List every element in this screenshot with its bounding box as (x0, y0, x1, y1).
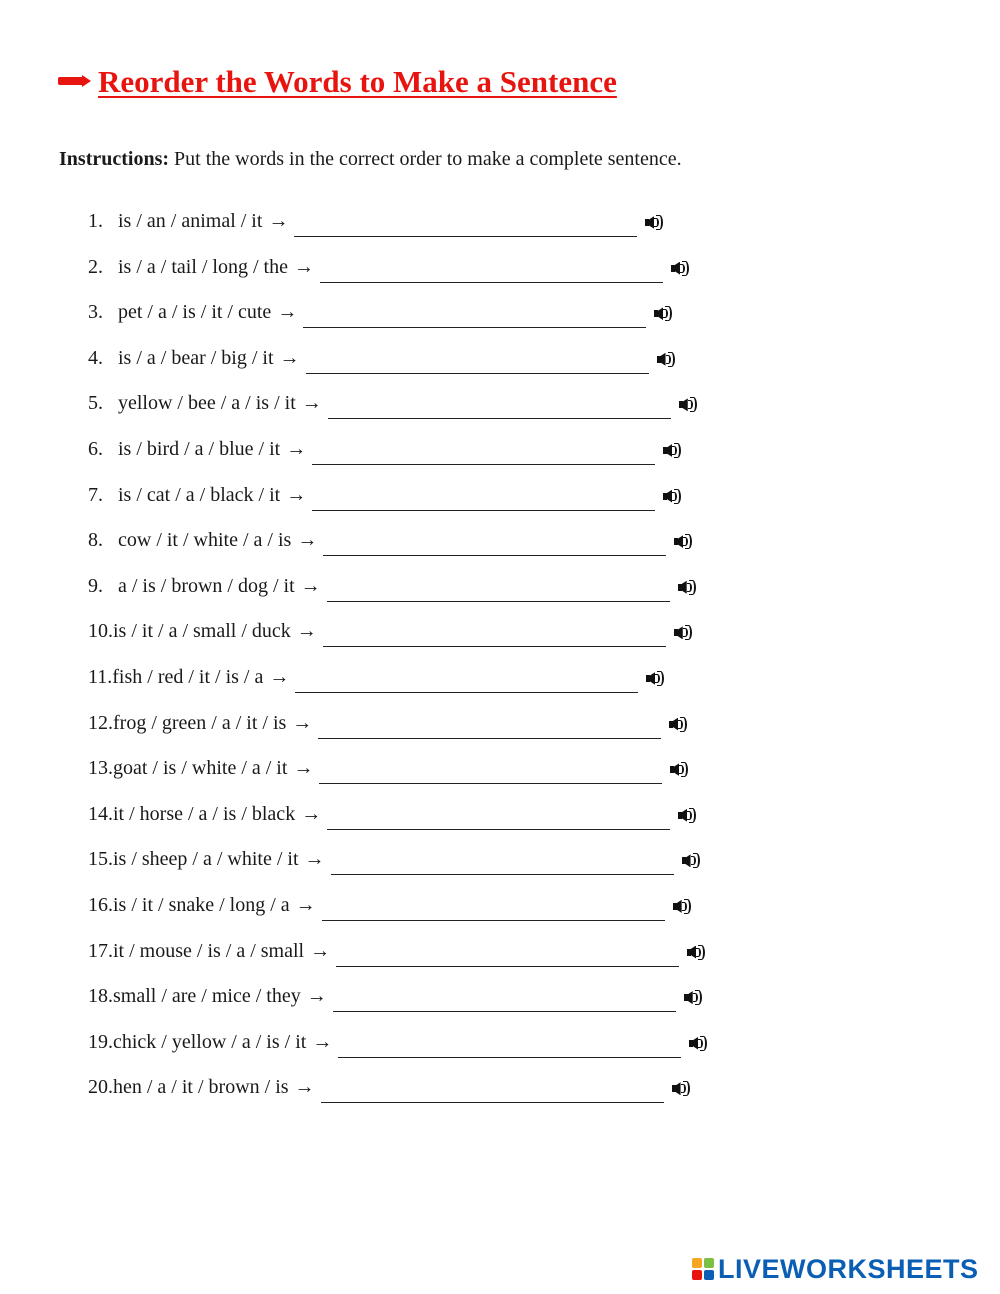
arrow-icon: → (297, 529, 318, 552)
item-number: 4. (88, 346, 103, 369)
answer-input[interactable] (323, 620, 666, 647)
exercise-item (88, 1076, 709, 1122)
page-title (58, 64, 617, 100)
arrow-icon: → (293, 757, 314, 780)
item-words: yellow / bee / a / is / it (118, 392, 296, 415)
exercise-item (88, 256, 709, 302)
arrow-icon: → (312, 1030, 333, 1053)
exercise-item (88, 985, 709, 1031)
answer-input[interactable] (327, 803, 670, 830)
page-title-text: Reorder the Words to Make a Sentence (98, 64, 617, 99)
answer-input[interactable] (319, 757, 662, 784)
item-words: small / are / mice / they (113, 985, 301, 1008)
item-words: is / cat / a / black / it (118, 483, 281, 506)
answer-input[interactable] (318, 712, 661, 739)
arrow-icon: → (268, 210, 289, 232)
answer-input[interactable] (321, 1076, 664, 1103)
exercise-item (88, 712, 709, 758)
item-number: 13. (88, 757, 113, 780)
speaker-icon[interactable] (684, 989, 704, 1007)
exercise-item (88, 620, 709, 666)
speaker-icon[interactable] (657, 351, 677, 369)
item-words: is / sheep / a / white / it (113, 848, 299, 871)
answer-input[interactable] (312, 438, 655, 465)
exercise-item (88, 484, 709, 530)
arrow-icon: → (277, 301, 298, 324)
arrow-icon: → (286, 483, 307, 506)
item-words: is / it / a / small / duck (113, 620, 291, 643)
speaker-icon[interactable] (645, 214, 665, 232)
speaker-icon[interactable] (663, 442, 683, 460)
item-words: goat / is / white / a / it (113, 757, 288, 780)
item-words: chick / yellow / a / is / it (113, 1030, 307, 1053)
item-number: 2. (88, 255, 103, 278)
exercise-item (88, 210, 709, 256)
logo-text: LIVEWORKSHEETS (718, 1253, 979, 1284)
exercise-item (88, 894, 709, 940)
answer-input[interactable] (333, 985, 676, 1012)
speaker-icon[interactable] (669, 716, 689, 734)
answer-input[interactable] (320, 256, 663, 283)
item-number: 14. (88, 802, 113, 825)
speaker-icon[interactable] (678, 579, 698, 597)
item-words: is / a / tail / long / the (118, 255, 288, 278)
arrow-icon: → (306, 985, 327, 1008)
liveworksheets-logo (692, 1254, 979, 1284)
item-number: 11. (88, 665, 113, 688)
arrow-icon: → (279, 346, 300, 369)
item-number: 19. (88, 1030, 113, 1053)
arrow-icon: → (293, 255, 314, 278)
answer-input[interactable] (322, 894, 665, 921)
speaker-icon[interactable] (682, 852, 702, 870)
exercise-item (88, 575, 709, 621)
pencil-icon (58, 75, 92, 87)
speaker-icon[interactable] (646, 670, 666, 688)
item-words: frog / green / a / it / is (113, 711, 287, 734)
speaker-icon[interactable] (663, 488, 683, 506)
item-number: 12. (88, 711, 113, 734)
item-number: 9. (88, 574, 103, 597)
item-number: 16. (88, 893, 113, 916)
item-words: it / horse / a / is / black (113, 802, 296, 825)
item-number: 3. (88, 301, 103, 324)
exercise-item (88, 666, 709, 712)
arrow-icon: → (269, 665, 290, 688)
instructions-text: Put the words in the correct order to make a complete sentence. (174, 148, 682, 170)
exercise-item (88, 940, 709, 986)
speaker-icon[interactable] (689, 1035, 709, 1053)
speaker-icon[interactable] (673, 898, 693, 916)
item-number: 8. (88, 529, 103, 552)
exercise-item (88, 392, 709, 438)
speaker-icon[interactable] (679, 396, 699, 414)
speaker-icon[interactable] (672, 1080, 692, 1098)
exercise-item (88, 848, 709, 894)
speaker-icon[interactable] (678, 807, 698, 825)
exercise-item (88, 803, 709, 849)
answer-input[interactable] (338, 1031, 681, 1058)
exercise-item (88, 1031, 709, 1077)
speaker-icon[interactable] (687, 944, 707, 962)
item-words: is / it / snake / long / a (113, 893, 290, 916)
answer-input[interactable] (303, 301, 646, 328)
speaker-icon[interactable] (674, 533, 694, 551)
item-words: cow / it / white / a / is (118, 529, 292, 552)
item-words: is / a / bear / big / it (118, 346, 274, 369)
speaker-icon[interactable] (670, 761, 690, 779)
exercise-item (88, 301, 709, 347)
answer-input[interactable] (294, 210, 637, 237)
exercise-list (88, 210, 709, 1122)
item-number: 10. (88, 620, 113, 643)
arrow-icon: → (286, 437, 307, 460)
answer-input[interactable] (295, 666, 638, 693)
exercise-item (88, 438, 709, 484)
exercise-item (88, 347, 709, 393)
arrow-icon: → (292, 711, 313, 734)
item-number: 6. (88, 437, 103, 460)
item-number: 18. (88, 985, 113, 1008)
answer-input[interactable] (312, 484, 655, 511)
item-number: 5. (88, 392, 103, 415)
answer-input[interactable] (328, 392, 671, 419)
answer-input[interactable] (323, 529, 666, 556)
arrow-icon: → (301, 802, 322, 825)
instructions-label: Instructions: (59, 148, 170, 170)
answer-input[interactable] (331, 848, 674, 875)
arrow-icon: → (296, 620, 317, 643)
item-number: 1. (88, 210, 103, 232)
liveworksheets-logo-icon (692, 1258, 714, 1280)
arrow-icon: → (295, 893, 316, 916)
exercise-item (88, 757, 709, 803)
arrow-icon: → (301, 392, 322, 415)
exercise-item (88, 529, 709, 575)
speaker-icon[interactable] (671, 260, 691, 278)
answer-input[interactable] (336, 940, 679, 967)
speaker-icon[interactable] (674, 624, 694, 642)
answer-input[interactable] (327, 575, 670, 602)
arrow-icon: → (304, 848, 325, 871)
item-words: it / mouse / is / a / small (113, 939, 305, 962)
item-words: is / an / animal / it (118, 210, 263, 232)
speaker-icon[interactable] (654, 305, 674, 323)
item-words: pet / a / is / it / cute (118, 301, 272, 324)
arrow-icon: → (310, 939, 331, 962)
answer-input[interactable] (306, 347, 649, 374)
item-words: fish / red / it / is / a (112, 665, 264, 688)
item-words: is / bird / a / blue / it (118, 437, 281, 460)
item-number: 7. (88, 483, 103, 506)
instructions (59, 148, 682, 171)
item-words: hen / a / it / brown / is (113, 1076, 289, 1099)
item-number: 15. (88, 848, 113, 871)
item-words: a / is / brown / dog / it (118, 574, 295, 597)
arrow-icon: → (300, 574, 321, 597)
item-number: 17. (88, 939, 113, 962)
item-number: 20. (88, 1076, 113, 1099)
arrow-icon: → (294, 1076, 315, 1099)
